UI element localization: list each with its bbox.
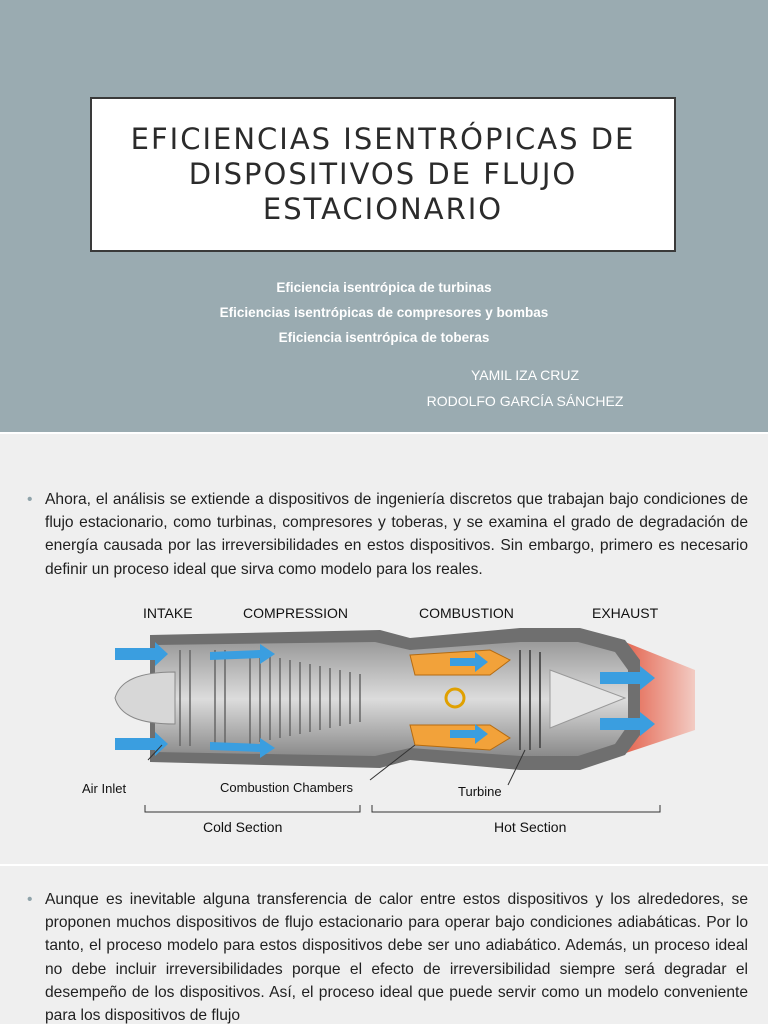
bullet-icon: •	[27, 491, 33, 508]
subtitle-turbines: Eficiencia isentrópica de turbinas	[276, 280, 492, 295]
label-air-inlet: Air Inlet	[82, 781, 127, 796]
hot-section-bracket	[372, 805, 660, 812]
jet-engine-diagram	[80, 600, 700, 845]
label-turbine: Turbine	[458, 784, 502, 799]
subtitle-list	[0, 275, 768, 350]
title-slide	[0, 0, 768, 432]
stage-compression: COMPRESSION	[243, 605, 349, 621]
slide-title: EFICIENCIAS ISENTRÓPICAS DE DISPOSITIVOS DE FLUJO ESTACIONARIO	[130, 122, 636, 226]
stage-intake: INTAKE	[143, 605, 193, 621]
author-1: YAMIL IZA CRUZ	[470, 367, 580, 383]
stage-exhaust: EXHAUST	[592, 605, 659, 621]
subtitle-nozzles: Eficiencia isentrópica de toberas	[278, 330, 490, 345]
paragraph-text: Aunque es inevitable alguna transferencia de calor entre estos dispositivos y los alrededores, se proponen muchos dispositivos de flujo estacionario para operar bajo condiciones adiabáticas. Por lo tanto, el proceso modelo para estos dispositivos debe ser uno adiabático. Además, un proceso ideal no debe incluir irreversibilidades porque el efecto de irreversibilidad siempre será degradar el desempeño de los dispositivos. Así, el proceso ideal que puede servir como un modelo conveniente para los dispositivos de flujo	[45, 891, 748, 1024]
cold-section-bracket	[145, 805, 360, 812]
label-combustion-chambers: Combustion Chambers	[220, 780, 353, 795]
paragraph-text: Ahora, el análisis se extiende a dispositivos de ingeniería discretos que trabajan bajo condiciones de flujo estacionario, como turbinas, compresores y toberas, y se examina el grado de degradación de energía causada por las irreversibilidades en estos dispositivos. Sin embargo, primero es necesario definir un proceso ideal que sirva como modelo para los reales.	[45, 491, 748, 578]
title-box	[90, 97, 676, 252]
inlet-spinner	[115, 672, 175, 724]
bullet-icon: •	[27, 891, 33, 908]
bullet-paragraph-1	[27, 488, 748, 581]
subtitle-compressors: Eficiencias isentrópicas de compresores y bombas	[219, 305, 549, 320]
content-slide-2	[0, 866, 768, 1024]
bullet-paragraph-2	[27, 888, 748, 1024]
author-2: RODOLFO GARCÍA SÁNCHEZ	[426, 393, 624, 409]
label-cold-section: Cold Section	[203, 819, 283, 835]
label-hot-section: Hot Section	[494, 819, 567, 835]
author-list	[380, 362, 670, 414]
stage-combustion: COMBUSTION	[419, 605, 514, 621]
